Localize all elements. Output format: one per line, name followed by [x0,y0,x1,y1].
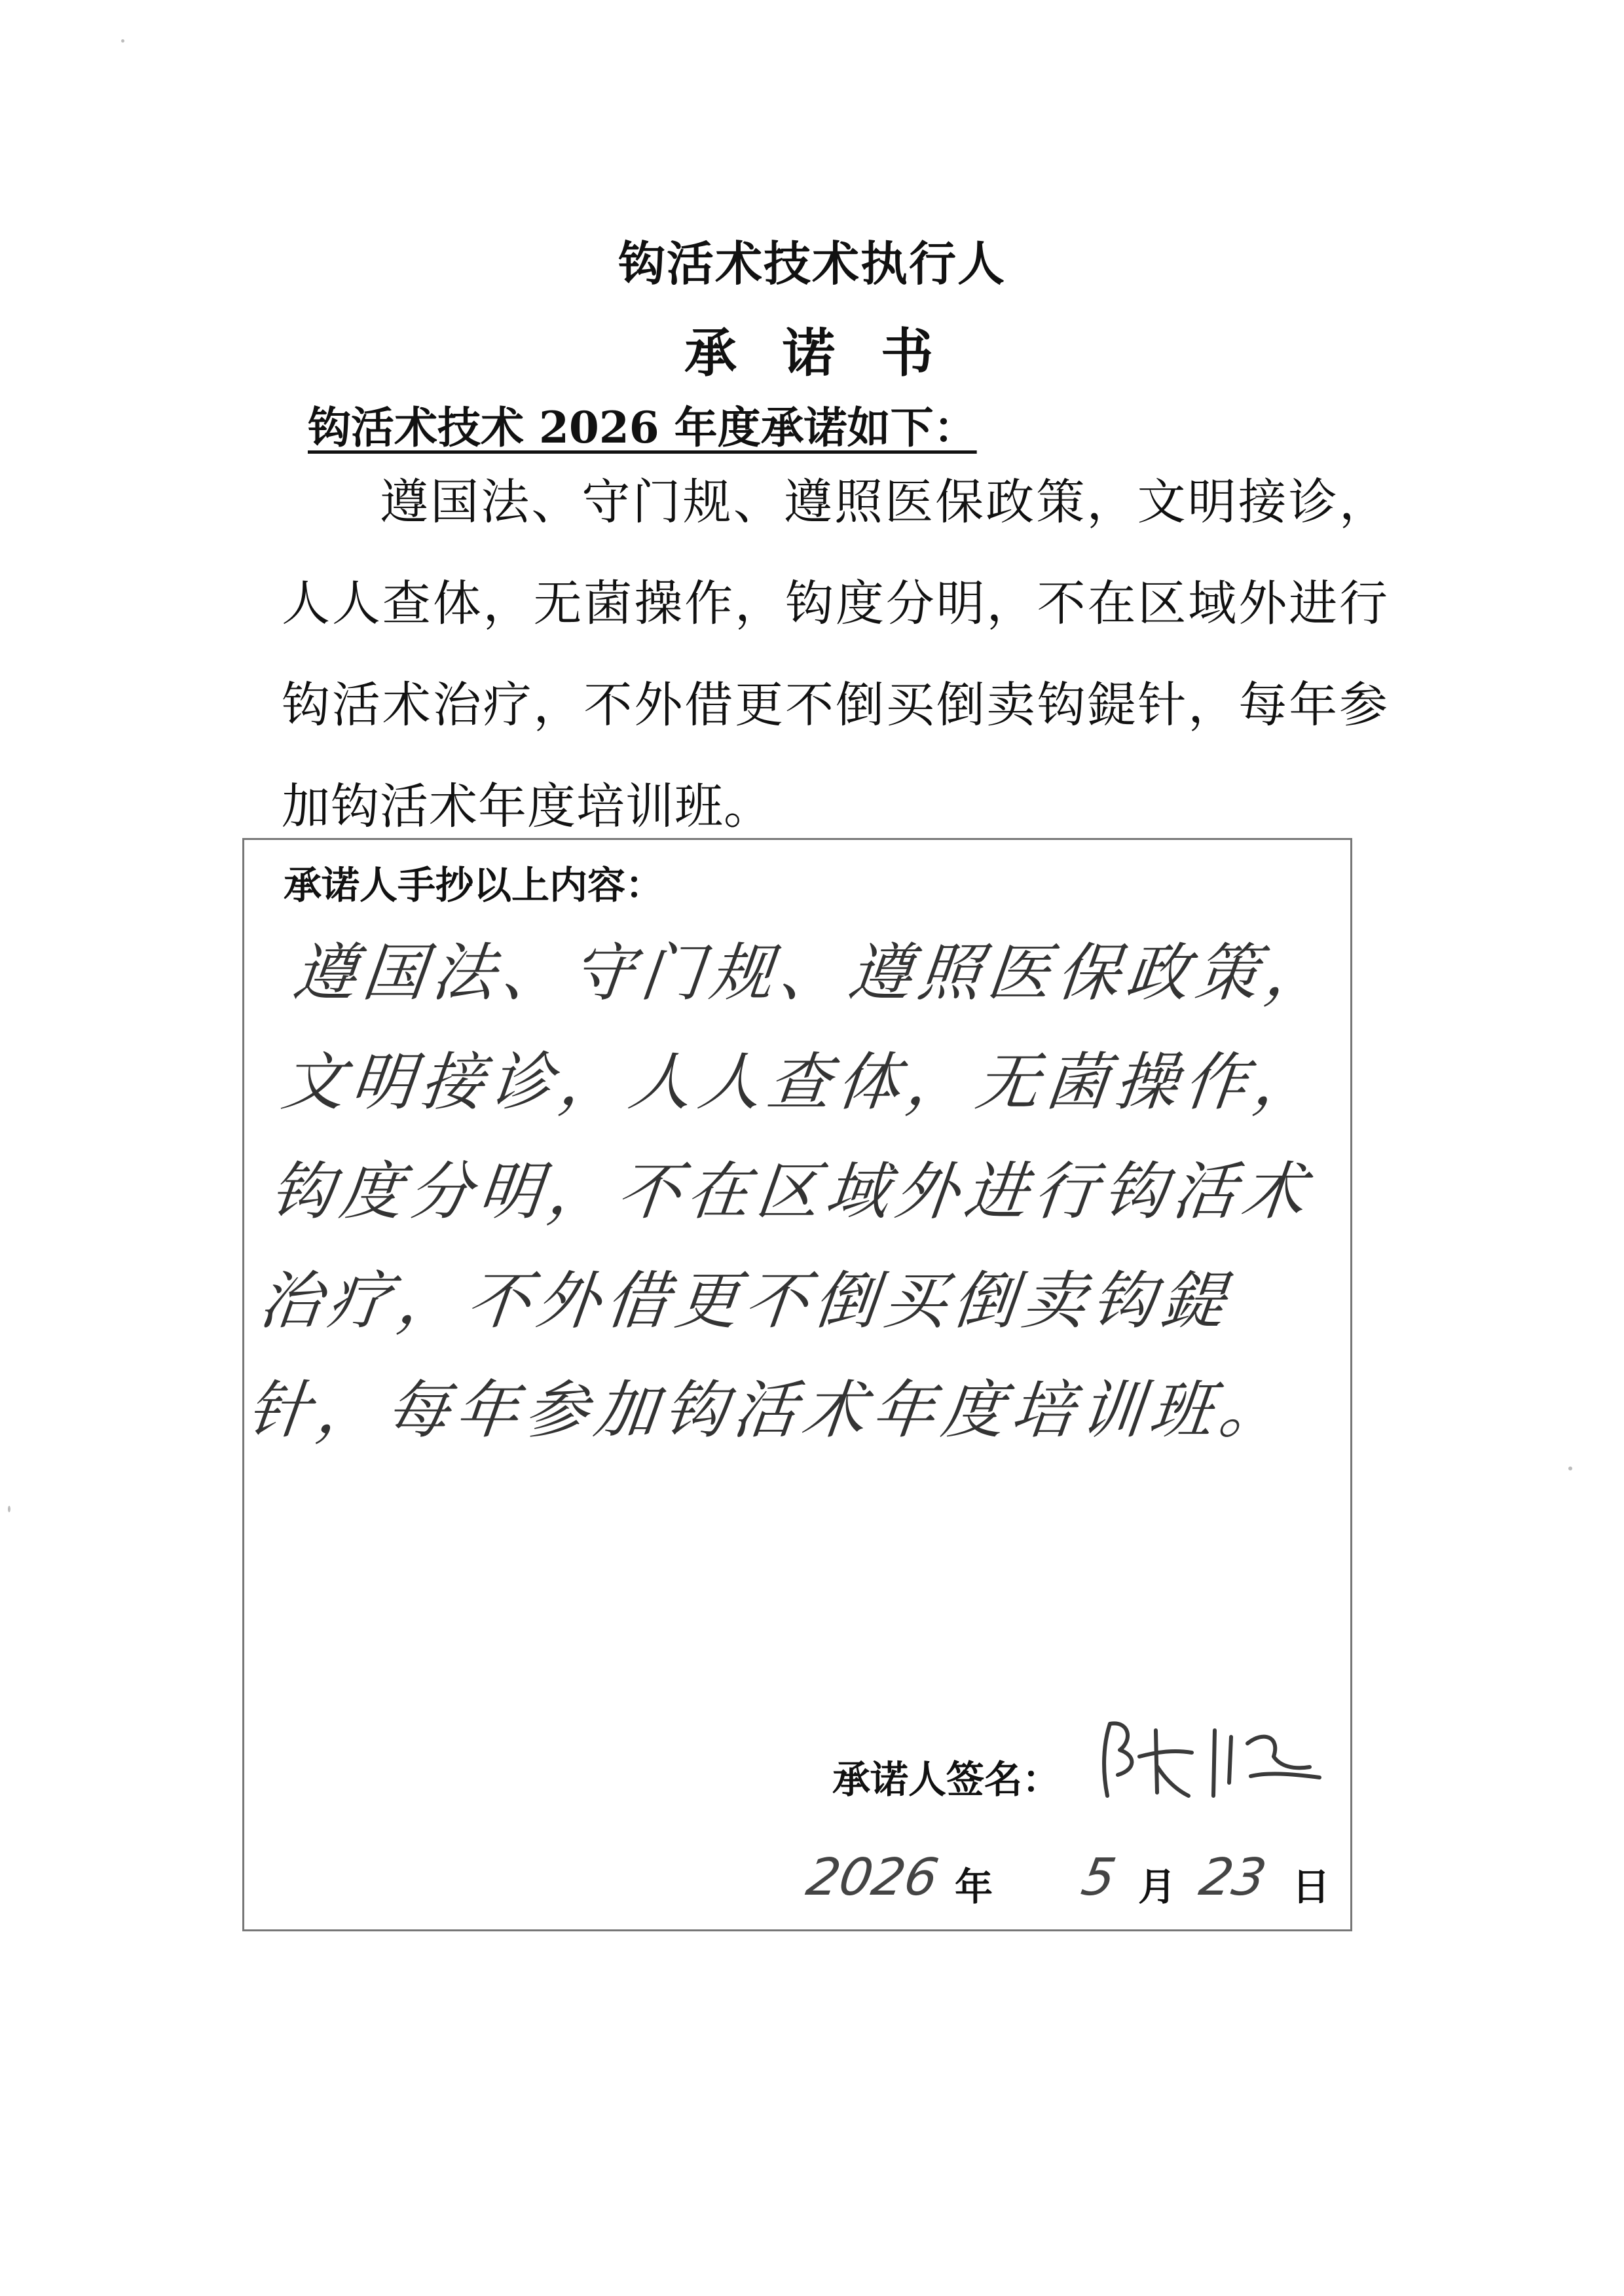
pledge-body: 遵国法、守门规、遵照医保政策，文明接诊，人人查体，无菌操作，钩度分明，不在区域外进行钩活术治疗，不外借更不倒买倒卖钩鍉针，每年参加钩活术年度培训班。 [282,474,1388,835]
handwritten-copy: 遵国法、守门规、遵照医保政策，文明接诊，人人查体，无菌操作，钩度分明，不在区域外进行钩活术治疗，不外借更不倒买倒卖钩鍉针，每年参加钩活术年度培训班。 [244,936,1339,1447]
document-title: 钩活术技术执行人 [618,236,1006,291]
document-subtitle: 承诺书 [684,322,979,384]
pledge-intro: 钩活术技术 2026 年度承诺如下： [308,402,977,453]
scan-speck [121,39,124,43]
date-month: 5 [1077,1848,1120,1907]
handwritten-pledge-box [242,838,1352,1931]
date-day: 23 [1195,1848,1271,1907]
date-year-unit: 年 [955,1865,993,1909]
signature-label: 承诺人签名： [832,1757,1061,1802]
signing-date [802,1842,1331,1914]
date-month-unit: 月 [1138,1865,1177,1909]
copy-instruction-label: 承诺人手抄以上内容： [284,863,664,907]
date-year: 2026 [802,1848,943,1907]
handwritten-signature [1084,1704,1333,1809]
date-day-unit: 日 [1292,1865,1331,1909]
scan-speck [1568,1467,1572,1470]
scan-speck [8,1506,10,1512]
